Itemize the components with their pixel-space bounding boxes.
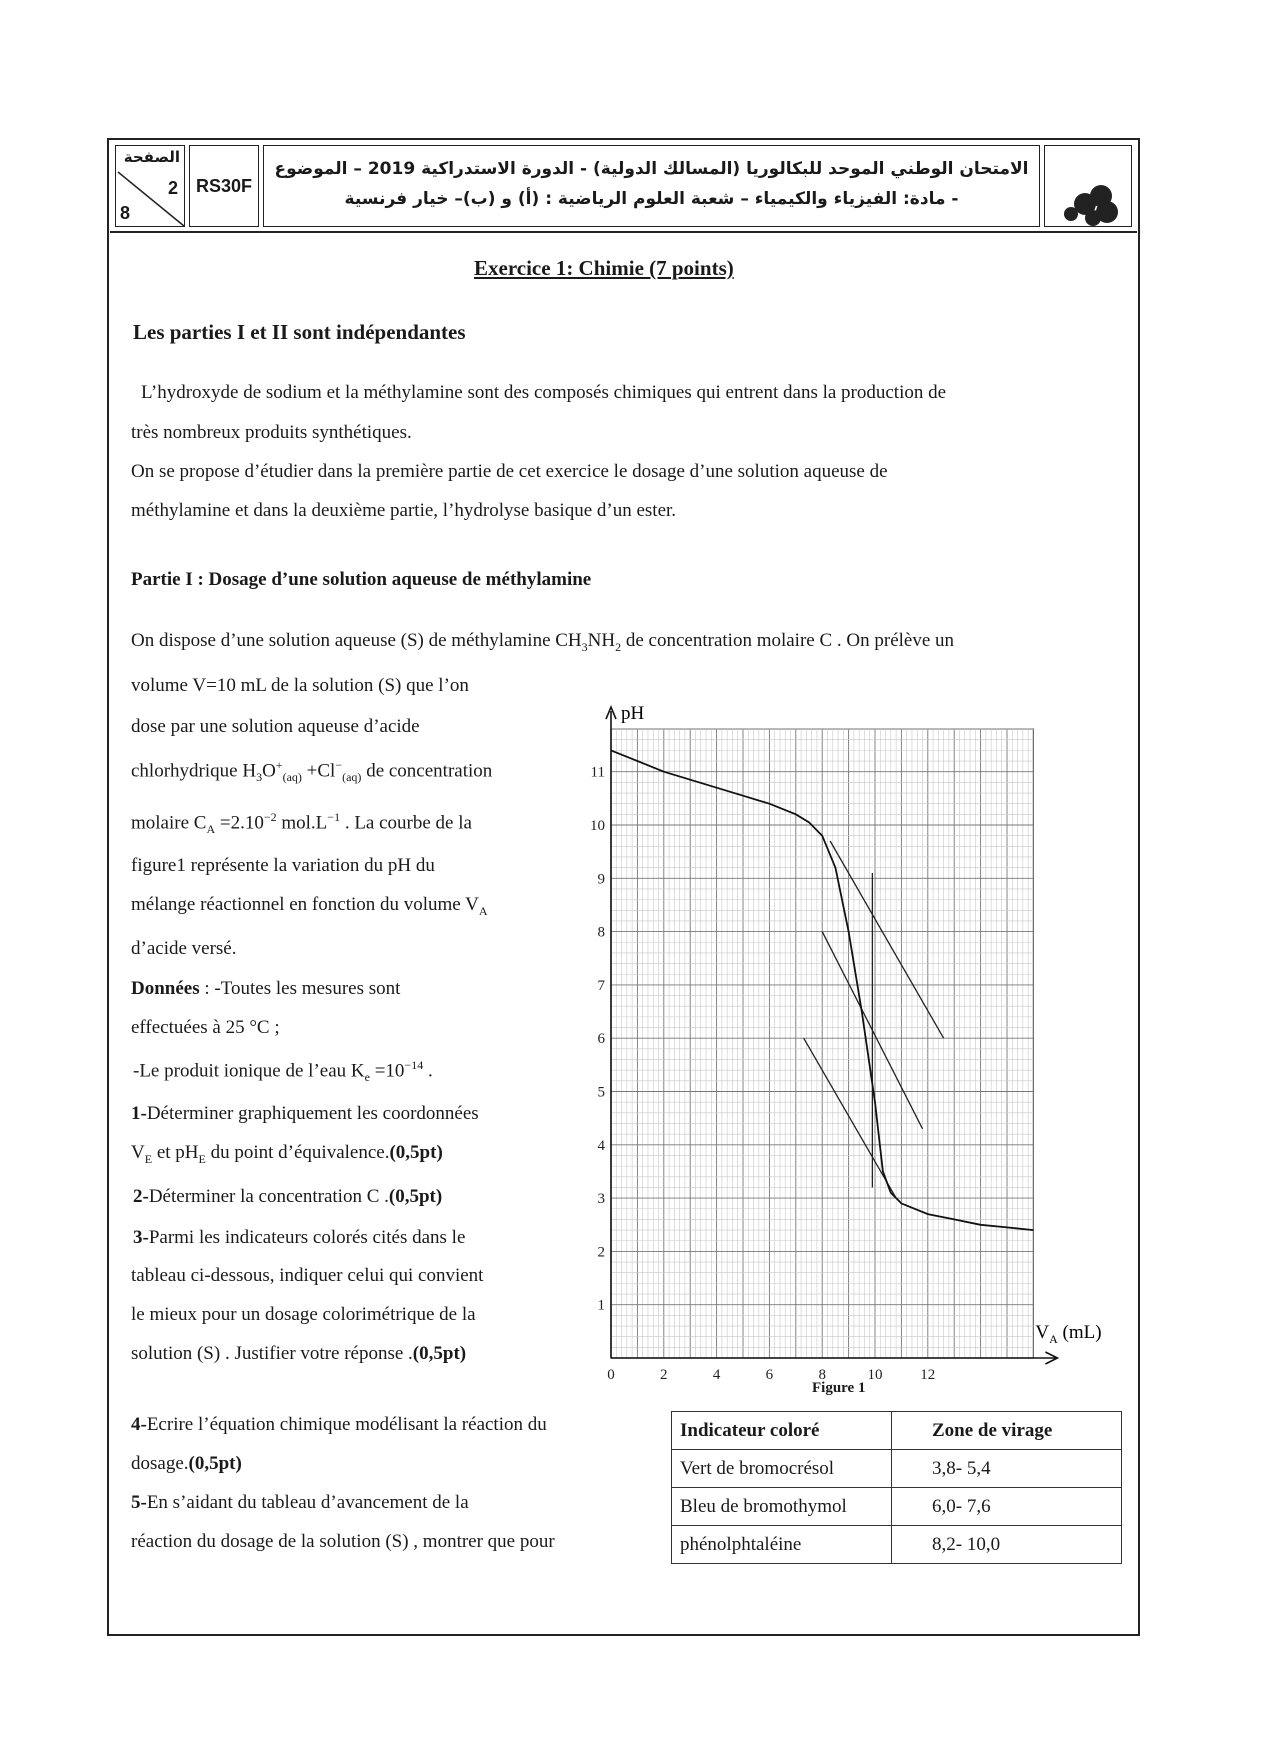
body-text: chlorhydrique H — [131, 760, 257, 782]
points-value: (0,5pt) — [388, 1186, 443, 1207]
intro-line-3: On se propose d’étudier dans la première partie de cet exercice le dosage d’une solution aqueuse de — [131, 461, 888, 482]
body-line-3: dose par une solution aqueuse d’acide — [131, 716, 420, 737]
question-5-line-1 — [131, 1492, 469, 1514]
page-number: 2 — [167, 178, 178, 198]
y-tick-label: 3 — [597, 1191, 605, 1208]
body-text: de concentration molaire C . On prélève un — [621, 630, 955, 651]
question-text: solution (S) . Justifier votre réponse . — [131, 1343, 413, 1364]
question-number: 5- — [131, 1492, 147, 1513]
question-number: 4- — [131, 1414, 147, 1435]
question-text: Déterminer la concentration C . — [148, 1186, 389, 1207]
question-3-line-2: tableau ci-dessous, indiquer celui qui convient — [131, 1265, 484, 1286]
body-text: . La courbe de la — [340, 812, 472, 834]
body-text: mol.L — [276, 812, 328, 834]
question-1-line-2 — [131, 1142, 443, 1167]
table-cell: 6,0- 7,6 — [892, 1488, 1122, 1526]
indicator-table — [671, 1411, 1122, 1564]
subscript: E — [198, 1151, 206, 1166]
question-text: En s’aidant du tableau d’avancement de la — [146, 1492, 469, 1513]
question-text: Déterminer graphiquement les coordonnées — [146, 1103, 479, 1124]
question-3-line-1 — [133, 1227, 465, 1249]
figure-caption: Figure 1 — [812, 1380, 866, 1396]
points-value: (0,5pt) — [389, 1142, 443, 1163]
question-3-line-3: le mieux pour un dosage colorimétrique de la — [131, 1304, 476, 1325]
table-cell: phénolphtaléine — [672, 1526, 892, 1564]
body-text: : -Toutes les mesures sont — [199, 978, 401, 999]
superscript: −1 — [327, 810, 341, 824]
body-line-5 — [131, 810, 472, 837]
question-5-line-2: réaction du dosage de la solution (S) , montrer que pour — [131, 1531, 555, 1552]
x-axis-label — [1035, 1322, 1101, 1346]
body-text: mélange réactionnel en fonction du volume V — [131, 894, 479, 915]
question-text: Ecrire l’équation chimique modélisant la réaction du — [146, 1414, 547, 1435]
table-cell: Vert de bromocrésol — [672, 1450, 892, 1488]
exam-header — [110, 141, 1137, 233]
subscript: (aq) — [342, 770, 362, 785]
body-text: -Le produit ionique de l’eau K — [133, 1060, 365, 1082]
y-tick-label: 6 — [597, 1031, 605, 1048]
x-tick-label: 12 — [920, 1367, 936, 1383]
subscript: 3 — [581, 639, 588, 654]
body-line-8: d’acide versé. — [131, 938, 237, 959]
exam-code: RS30F — [189, 145, 259, 227]
subscript: A — [478, 903, 488, 918]
table-row — [672, 1526, 1122, 1564]
exam-title — [263, 145, 1040, 227]
table-cell: Bleu de bromothymol — [672, 1488, 892, 1526]
body-text: molaire C — [131, 812, 207, 834]
points-value: (0,5pt) — [412, 1343, 467, 1364]
body-line-6: figure1 représente la variation du pH du — [131, 855, 435, 876]
body-line-2: volume V=10 mL de la solution (S) que l’on — [131, 675, 469, 696]
question-1-line-1 — [131, 1103, 479, 1125]
question-text: du point d’équivalence. — [205, 1142, 390, 1163]
x-tick-label: 6 — [765, 1367, 774, 1383]
y-tick-label: 5 — [597, 1084, 605, 1101]
x-axis-label-sub: A — [1049, 1332, 1058, 1346]
question-4-line-2 — [131, 1453, 242, 1475]
subscript: (aq) — [282, 770, 302, 785]
page-total: 8 — [120, 203, 131, 223]
body-text: =2.10 — [215, 812, 264, 834]
subscript: e — [364, 1070, 370, 1085]
body-line-4 — [131, 758, 492, 785]
body-text: +Cl — [301, 760, 336, 782]
question-text: V — [131, 1142, 145, 1163]
page-label: الصفحة — [123, 148, 180, 166]
body-text: . — [423, 1060, 433, 1082]
subscript: 3 — [256, 770, 263, 785]
donnees-label: Données — [131, 978, 200, 999]
y-tick-label: 9 — [597, 871, 605, 888]
parts-note: Les parties I et II sont indépendantes — [133, 320, 466, 344]
table-cell: 8,2- 10,0 — [892, 1526, 1122, 1564]
chart-grid — [611, 729, 1033, 1358]
exam-title-line1: الامتحان الوطني الموحد للبكالوريا (المسالك الدولية) - الدورة الاستدراكية 2019 – الموضوع — [274, 159, 1029, 179]
body-text: O — [262, 760, 276, 782]
page-indicator — [115, 145, 185, 227]
y-tick-label: 4 — [597, 1137, 605, 1154]
exam-title-line2: - مادة: الفيزياء والكيمياء – شعبة العلوم الرياضية : (أ) و (ب)– خيار فرنسية — [344, 189, 959, 209]
body-text: de concentration — [361, 760, 493, 782]
intro-line-1: L’hydroxyde de sodium et la méthylamine sont des composés chimiques qui entrent dans la production de — [141, 382, 947, 403]
body-text: NH — [587, 630, 616, 651]
question-number: 3- — [133, 1227, 149, 1248]
question-3-line-4 — [131, 1343, 466, 1365]
y-axis-label: pH — [621, 703, 645, 725]
x-axis-label-main: V — [1035, 1322, 1050, 1343]
table-row — [672, 1450, 1122, 1488]
question-text: dosage. — [131, 1453, 189, 1474]
subscript: A — [206, 822, 216, 837]
exercise-title: Exercice 1: Chimie (7 points) — [474, 256, 734, 280]
y-tick-label: 1 — [597, 1297, 605, 1314]
clover-logo-icon — [1045, 146, 1133, 228]
question-text: Parmi les indicateurs colorés cités dans le — [148, 1227, 466, 1248]
x-tick-label: 0 — [607, 1367, 615, 1383]
superscript: − — [335, 758, 343, 772]
body-text: On dispose d’une solution aqueuse (S) de méthylamine CH — [131, 630, 582, 651]
ministry-logo — [1044, 145, 1132, 227]
titration-chart — [565, 685, 1135, 1383]
question-4-line-1 — [131, 1414, 547, 1436]
body-line-9: effectuées à 25 °C ; — [131, 1017, 280, 1038]
question-number: 1- — [131, 1103, 147, 1124]
table-header-row — [672, 1412, 1122, 1450]
body-text: =10 — [369, 1060, 405, 1082]
part1-title: Partie I : Dosage d’une solution aqueuse de méthylamine — [131, 569, 592, 590]
body-line-7 — [131, 894, 488, 919]
table-header-cell: Indicateur coloré — [672, 1412, 892, 1450]
x-tick-label: 10 — [867, 1367, 883, 1383]
y-tick-label: 8 — [597, 924, 605, 941]
question-2 — [133, 1186, 442, 1208]
y-tick-label: 2 — [597, 1244, 605, 1261]
table-row — [672, 1488, 1122, 1526]
x-tick-label: 8 — [818, 1367, 826, 1383]
x-axis-label-unit: (mL) — [1057, 1322, 1102, 1343]
x-tick-label: 2 — [660, 1367, 668, 1383]
table-header-cell: Zone de virage — [892, 1412, 1122, 1450]
x-tick-label: 4 — [712, 1367, 721, 1383]
body-line-10 — [133, 1058, 433, 1085]
intro-line-2: très nombreux produits synthétiques. — [131, 422, 412, 443]
superscript: + — [275, 758, 283, 772]
question-text: et pH — [152, 1142, 199, 1163]
points-value: (0,5pt) — [188, 1453, 242, 1474]
table-cell: 3,8- 5,4 — [892, 1450, 1122, 1488]
body-line-1 — [131, 630, 954, 655]
donnees-line — [131, 978, 400, 1000]
subscript: 2 — [615, 639, 622, 654]
superscript: −14 — [404, 1058, 424, 1072]
superscript: −2 — [263, 810, 277, 824]
subscript: E — [144, 1151, 153, 1166]
y-tick-label: 7 — [597, 977, 605, 994]
y-tick-label: 11 — [590, 764, 605, 781]
intro-line-4: méthylamine et dans la deuxième partie, l’hydrolyse basique d’un ester. — [131, 500, 677, 521]
question-number: 2- — [133, 1186, 149, 1207]
y-tick-label: 10 — [590, 818, 605, 834]
